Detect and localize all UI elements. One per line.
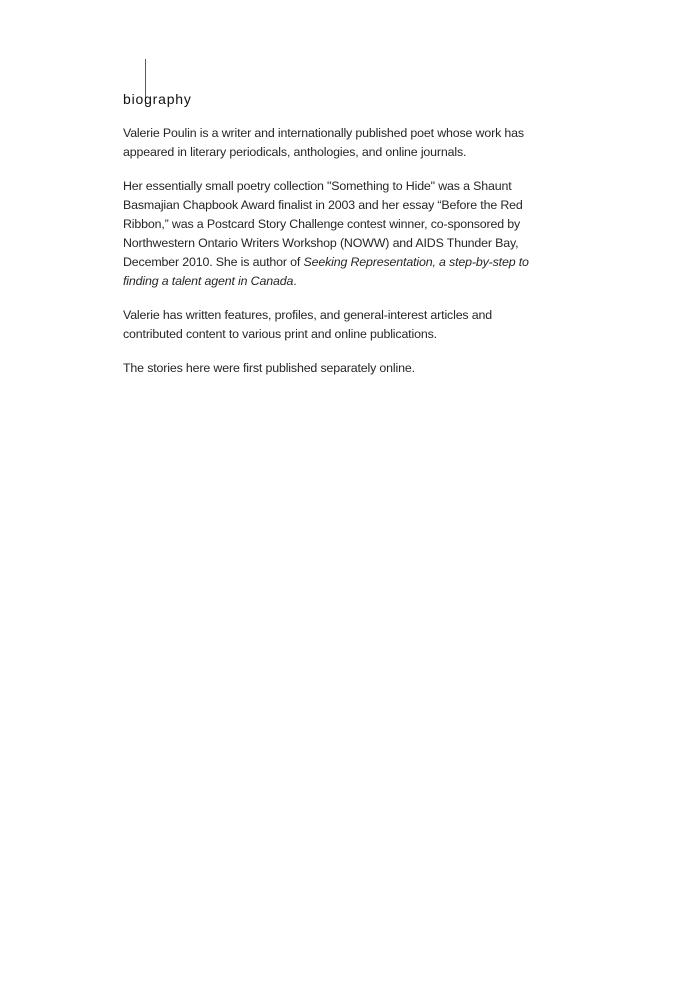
bio-paragraph-writing: Valerie has written features, profiles, and general-interest articles and contributed content to various print and online publications. [123,308,492,341]
section-heading: biography [123,91,192,107]
awards-text-end: . [293,274,297,288]
bio-paragraph-intro: Valerie Poulin is a writer and internationally published poet whose work has appeared in literary periodicals, anthologies, and online journals. [123,126,524,159]
bio-paragraph-awards [123,177,553,291]
awards-text: Her essentially small poetry collection "Something to Hide" was a Shaunt Basmajian Chapbook Award finalist in 2003 and her essay “Before the Red Ribbon,” was a Postcard Story Challenge contest winner, co-sponsored by Northwestern Ontario Writers Workshop (NOWW) and AIDS Thunder Bay, December 2010. She is author of [123,179,523,269]
biography-body [123,124,553,393]
bio-paragraph-publication-note: The stories here were first published separately online. [123,361,415,375]
book-title: Seeking Representation, a step-by-step to finding a talent agent in Canada [123,255,529,288]
